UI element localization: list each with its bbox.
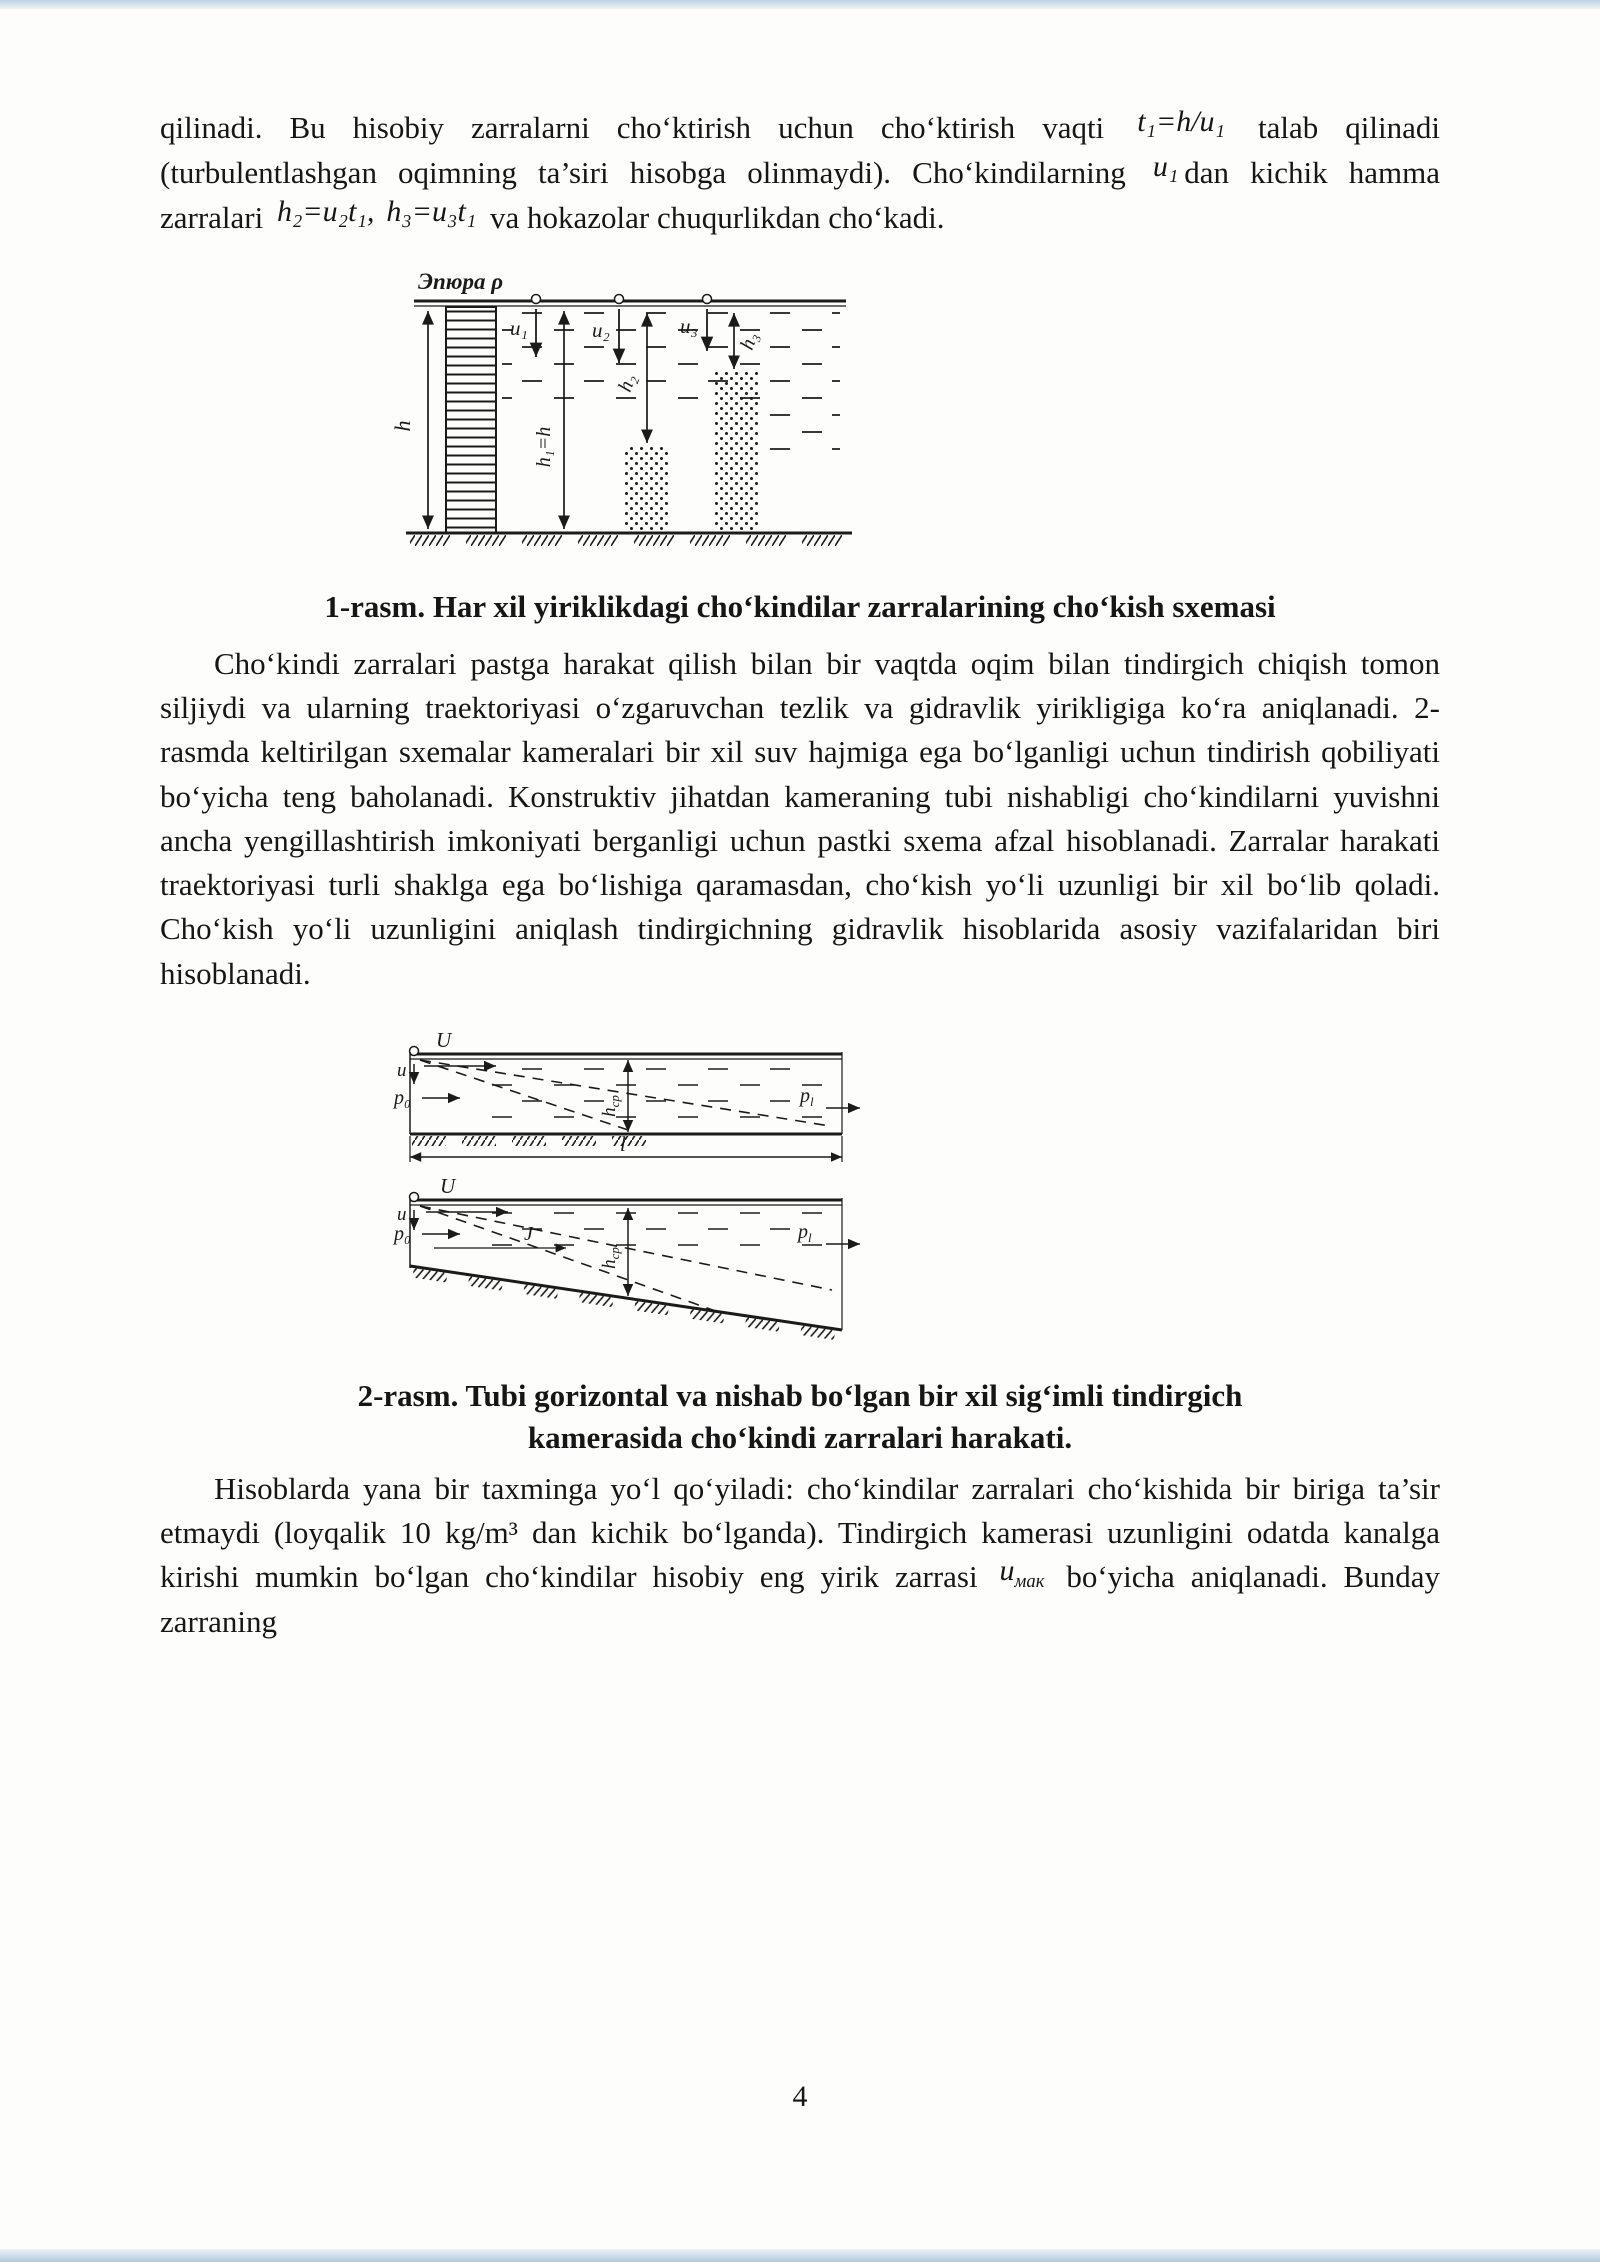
figure-1 — [390, 268, 866, 556]
fig2-top-float-particle — [410, 1047, 419, 1056]
fig1-label-u2: u₂ — [592, 317, 610, 342]
fig1-sediment-column-2 — [714, 371, 760, 531]
para1-text-2: dan kichik hamma zarralari — [160, 154, 1440, 235]
fig1-sediment-column-1 — [624, 445, 670, 531]
fig2-bottom-label-u: u — [397, 1204, 407, 1226]
caption-figure-2 — [150, 1375, 1450, 1459]
fig2-bottom-float-particle — [410, 1193, 419, 1202]
fig2-top-label-p0: p₀ — [394, 1087, 411, 1110]
fig1-label-u1: u₁ — [510, 315, 528, 340]
para1-text-3: va hokazolar chuqurlikdan cho‘kadi. — [482, 199, 945, 235]
fig2-top-chamber — [392, 1028, 860, 1162]
caption-figure-2-line-1: 2-rasm. Tubi gorizontal va nishab bo‘lgan bir xil sig‘imli tindirgich — [357, 1378, 1243, 1414]
fig2-top-pl-base: p — [800, 1085, 810, 1108]
paragraph-2: Cho‘kindi zarralari pastga harakat qilish bilan bir vaqtda oqim bilan tindirgich chiqish tomon siljiydi va ularning traektoriyasi o‘zgaruvchan tezlik va gidravlik yirikligiga ko‘ra aniqlanadi. 2- rasmda keltirilgan sxemalar kameralari bir xil suv hajmiga ega bo‘lganligi uchun tindirish qobiliyati bo‘yicha teng baholanadi. Konstruktiv jihatdan kameraning tubi nishabligi cho‘kindilarni yuvishni ancha yengillashtirish imkoniyati berganligi uchun pastki sxema afzal hisoblanadi. Zarralar harakati traektoriyasi turli shaklga ega bo‘lishiga qaramasdan, cho‘kish yo‘li uzunligi bir xil bo‘lib qoladi. Cho‘kish yo‘li uzunligini aniqlash tindirgichning gidravlik hisoblarida asosiy vazifalaridan biri hisoblanadi. — [160, 645, 1440, 991]
formula-u-mak-base: u — [999, 1554, 1015, 1588]
caption-figure-1: 1-rasm. Har xil yiriklikdagi cho‘kindilar zarralarining cho‘kish sxemasi — [324, 588, 1276, 624]
fig2-bottom-hcp-base: h — [599, 1259, 620, 1270]
formula-t1-h-u1: t₁=h/u₁ — [1137, 105, 1225, 138]
fig2-top-hcp-base: h — [599, 1107, 620, 1118]
fig2-bottom-label-p0: p₀ — [394, 1223, 411, 1246]
fig2-top-hcp-sub: ср — [607, 1095, 622, 1108]
paragraph-1 — [160, 0, 1440, 241]
formula-h3: h₃=u₃t₁ — [386, 194, 477, 228]
formula-u-mak-sub: мак — [1014, 1571, 1045, 1593]
fig2-top-ground-hatch — [412, 1136, 646, 1146]
scan-edge-top — [0, 0, 1600, 9]
fig2-top-label-U: U — [436, 1028, 452, 1053]
fig1-label-epyura: Эпюра ρ — [418, 268, 504, 294]
fig1-label-h: h — [390, 420, 415, 432]
fig1-ground — [406, 533, 852, 546]
para3-text-0: Hisoblarda yana bir taxminga yo‘l qo‘yiladi: cho‘kindilar zarralari cho‘kishida bir biriga ta’sir etmaydi (loyqalik 10 kg/m³ dan kichik bo‘lganda). Tindirgich kamerasi uzunligini odatda kanalga kirishi mumkin bo‘lgan cho‘kindilar hisobiy eng yirik zarrasi — [160, 1470, 1440, 1595]
fig2-top-water-surface — [410, 1054, 842, 1059]
fig2-bottom-label-U: U — [440, 1174, 456, 1199]
fig2-bottom-water-surface — [410, 1200, 842, 1205]
fig1-epyura-column — [446, 307, 496, 533]
page-number: 4 — [792, 2080, 808, 2113]
fig1-water-surface — [414, 301, 846, 306]
figure-1-diagram — [390, 268, 864, 551]
fig2-top-water-dashes — [486, 1064, 832, 1118]
figure-2-diagram — [394, 1030, 864, 1342]
fig2-bottom-pl-base: p — [798, 1221, 808, 1244]
fig2-top-pl-sub: l — [810, 1094, 814, 1110]
para1-text-0: qilinadi. Bu hisobiy zarralarni cho‘ktirish uchun cho‘ktirish vaqti — [160, 110, 1132, 145]
fig2-label-l: l — [620, 1132, 626, 1157]
formula-u1: u₁ — [1152, 149, 1179, 183]
fig2-bottom-hcp-sub: ср — [607, 1247, 622, 1260]
fig1-label-h3: h₃ — [736, 328, 763, 353]
fig2-bottom-pl-sub: l — [808, 1230, 812, 1246]
fig1-label-u3: u₃ — [680, 313, 698, 338]
paragraph-3 — [160, 1467, 1440, 1645]
para1-text-1: talab qilinadi (turbulentlashgan oqimning ta’siri hisobga olinmaydi). Cho‘kindilarning — [160, 110, 1440, 190]
formula-u-mak — [994, 1554, 1051, 1593]
fig1-label-h2: h₂ — [614, 370, 641, 395]
formula-h2: h₂=u₂t₁, — [276, 194, 375, 228]
fig2-bottom-chamber — [392, 1174, 860, 1340]
fig2-bottom-sloped-floor — [410, 1266, 842, 1330]
figure-2 — [394, 1030, 866, 1347]
para3-text-1: bo‘yicha aniqlanadi. Bunday zarraning — [160, 1559, 1440, 1640]
fig1-label-h1: h₁=h — [533, 426, 555, 467]
scan-edge-bottom — [0, 2249, 1600, 2262]
caption-figure-2-line-2: kamerasida cho‘kindi zarralari harakati. — [527, 1419, 1073, 1455]
fig2-bottom-label-J: J — [524, 1223, 533, 1246]
fig2-top-label-u: u — [397, 1060, 407, 1082]
